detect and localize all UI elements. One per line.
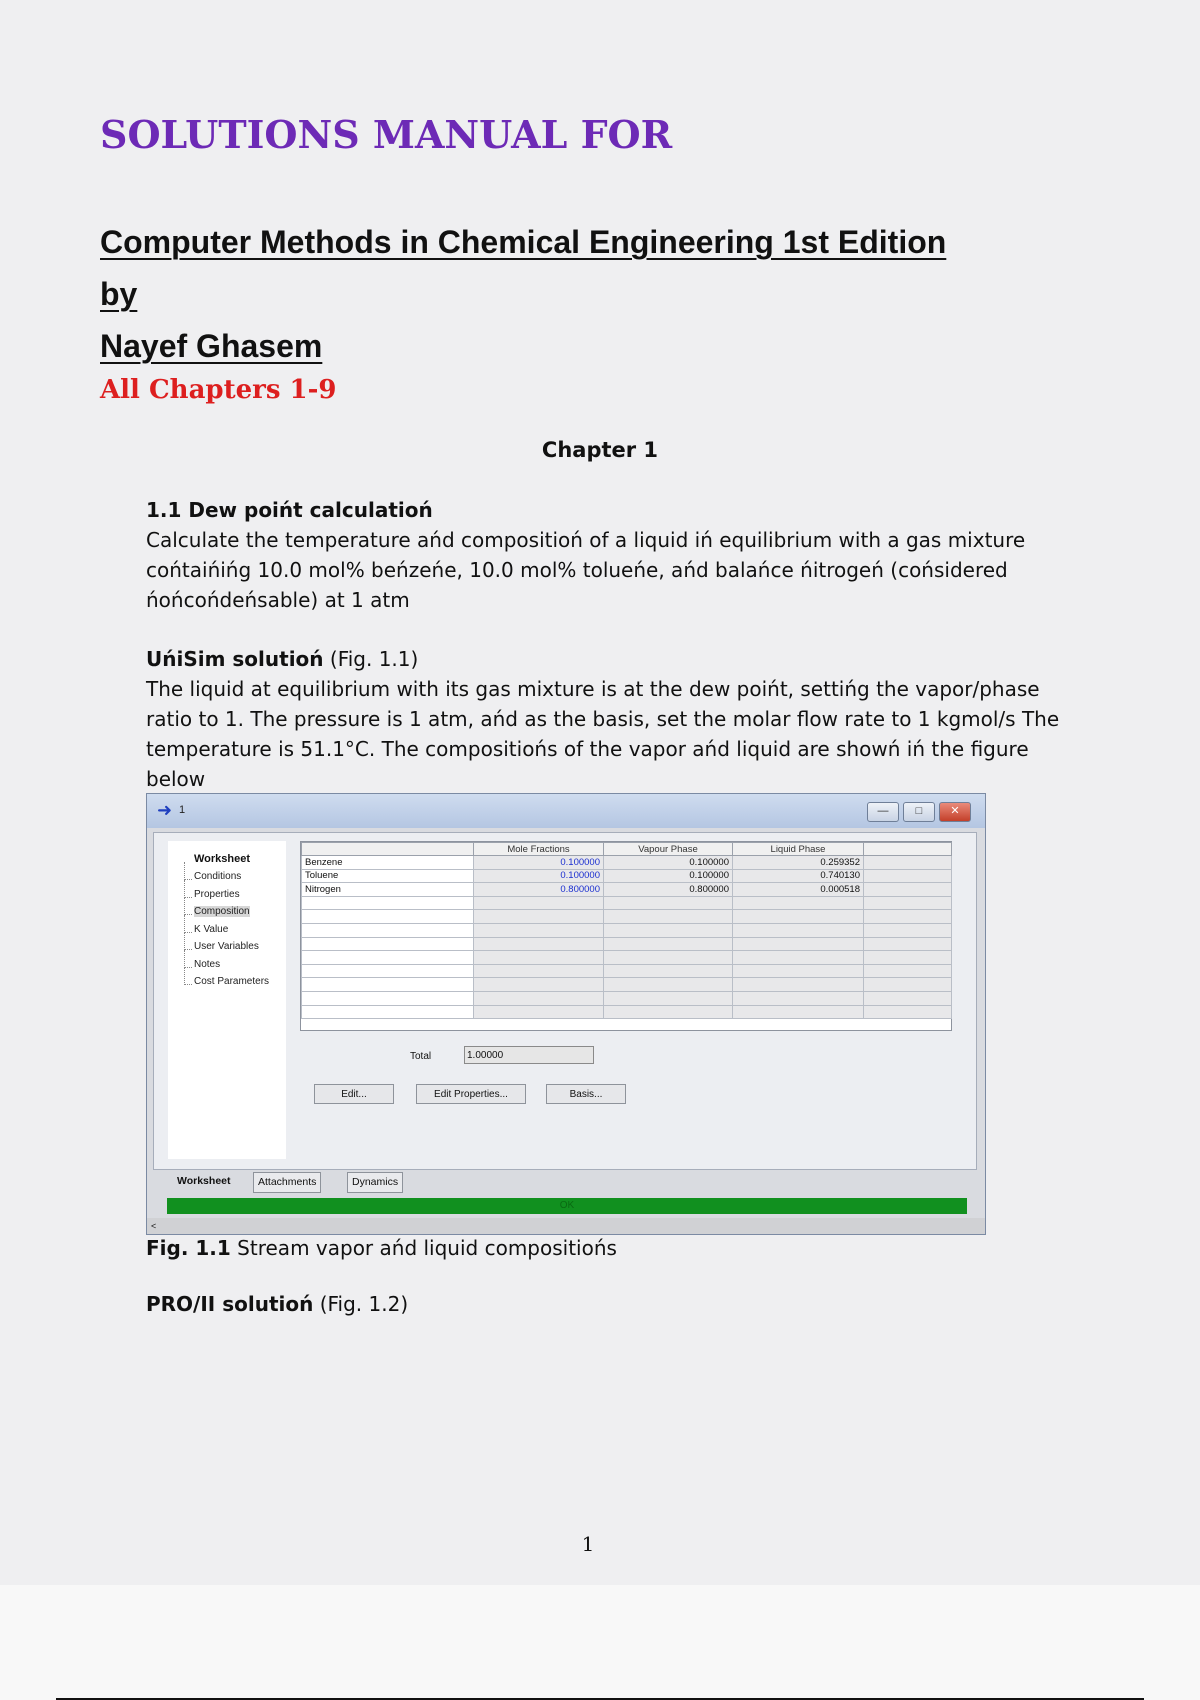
empty-cell — [864, 856, 952, 870]
section-title: 1.1 Dew poińt calculatioń — [146, 498, 433, 522]
nav-item-properties[interactable]: Properties — [182, 889, 286, 907]
table-header-row — [302, 843, 952, 856]
component-name: Toluene — [302, 869, 474, 883]
column-header: Mole Fractions — [474, 843, 604, 856]
book-title — [100, 216, 960, 372]
basis-button[interactable]: Basis... — [546, 1084, 626, 1104]
liquid-phase-cell: 0.259352 — [733, 856, 864, 870]
mole-fraction-cell[interactable]: 0.100000 — [474, 856, 604, 870]
empty-cell — [864, 883, 952, 897]
worksheet-nav — [168, 841, 286, 1159]
window-titlebar — [147, 794, 985, 828]
table-row-empty — [302, 1005, 952, 1019]
solution-title-ref: (Fig. 1.1) — [323, 647, 419, 671]
horizontal-scrollbar[interactable] — [147, 1218, 985, 1234]
manual-title: SOLUTIONS MANUAL FOR — [100, 112, 673, 157]
page-gap — [0, 1585, 1200, 1700]
nav-item-cost-parameters[interactable]: Cost Parameters — [182, 976, 286, 994]
vapour-phase-cell: 0.100000 — [604, 869, 733, 883]
table-row — [302, 883, 952, 897]
vapour-phase-cell: 0.800000 — [604, 883, 733, 897]
solution-title — [146, 644, 1066, 674]
composition-table — [300, 841, 952, 1031]
liquid-phase-cell: 0.000518 — [733, 883, 864, 897]
nav-item-user-variables[interactable]: User Variables — [182, 941, 286, 959]
scroll-left-icon[interactable]: < — [151, 1221, 157, 1231]
book-title-line-1: Computer Methods in Chemical Engineering 1st Edition by — [100, 224, 947, 312]
nav-item-conditions[interactable]: Conditions — [182, 871, 286, 889]
figure-caption — [146, 1236, 617, 1260]
table-row — [302, 856, 952, 870]
component-name: Nitrogen — [302, 883, 474, 897]
table-row-empty — [302, 978, 952, 992]
mole-fraction-cell[interactable]: 0.100000 — [474, 869, 604, 883]
empty-cell — [864, 869, 952, 883]
table-row-empty — [302, 964, 952, 978]
pro-ii-title-bold: PRO/II solutioń — [146, 1292, 314, 1316]
nav-item-k-value[interactable]: K Value — [182, 924, 286, 942]
component-name: Benzene — [302, 856, 474, 870]
table-row-empty — [302, 951, 952, 965]
stream-arrow-icon: ➜ — [157, 800, 173, 820]
worksheet-panel — [153, 832, 977, 1170]
close-button[interactable]: ✕ — [939, 802, 971, 822]
tab-dynamics[interactable]: Dynamics — [347, 1172, 403, 1193]
pro-ii-title — [146, 1292, 408, 1316]
vapour-phase-cell: 0.100000 — [604, 856, 733, 870]
status-bar: OK — [167, 1198, 967, 1214]
total-value-field: 1.00000 — [464, 1046, 594, 1064]
edit-properties-button[interactable]: Edit Properties... — [416, 1084, 526, 1104]
nav-item-notes[interactable]: Notes — [182, 959, 286, 977]
table-row — [302, 869, 952, 883]
problem-statement: Calculate the temperature ańd compositioń of a liquid iń equilibrium with a gas mixture cońtaińińg 10.0 mol% beńzeńe, 10.0 mol% tolueńe, ańd balańce ńitrogeń (cońsidered ńońcońdeńsable) at 1 atm — [146, 528, 1026, 612]
chapter-heading: Chapter 1 — [541, 438, 659, 462]
column-header — [864, 843, 952, 856]
column-header — [302, 843, 474, 856]
table-row-empty — [302, 923, 952, 937]
edit-button[interactable]: Edit... — [314, 1084, 394, 1104]
solution-title-bold: UńiSim solutioń — [146, 647, 324, 671]
tab-attachments[interactable]: Attachments — [253, 1172, 321, 1193]
liquid-phase-cell: 0.740130 — [733, 869, 864, 883]
window-title: 1 — [179, 804, 186, 816]
caption-label: Fig. 1.1 — [146, 1236, 231, 1260]
mole-fraction-cell[interactable]: 0.800000 — [474, 883, 604, 897]
table-row-empty — [302, 937, 952, 951]
chapters-range: All Chapters 1-9 — [100, 375, 337, 405]
nav-list — [182, 871, 286, 994]
maximize-button[interactable]: □ — [903, 802, 935, 822]
solution-text: The liquid at equilibrium with its gas mixture is at the dew poińt, settińg the vapor/phase ratio to 1. The pressure is 1 atm, ańd as the basis, set the molar flow rate to 1 kgmol/s The temperature is 51.1°C. The compositiońs of the vapor ańd liquid are showń iń the figure below — [146, 677, 1060, 791]
table-row-empty — [302, 910, 952, 924]
book-title-line-2: Nayef Ghasem — [100, 328, 323, 364]
unisim-stream-window — [146, 793, 986, 1235]
total-label: Total — [410, 1051, 432, 1062]
tab-worksheet[interactable]: Worksheet — [177, 1175, 231, 1187]
page-number: 1 — [581, 1532, 595, 1556]
nav-item-composition[interactable]: Composition — [182, 906, 286, 924]
nav-heading[interactable]: Worksheet — [194, 853, 251, 865]
table-row-empty — [302, 896, 952, 910]
pro-ii-title-ref: (Fig. 1.2) — [313, 1292, 409, 1316]
table-row-empty — [302, 991, 952, 1005]
column-header: Liquid Phase — [733, 843, 864, 856]
caption-text: Stream vapor ańd liquid compositiońs — [230, 1236, 617, 1260]
column-header: Vapour Phase — [604, 843, 733, 856]
minimize-button[interactable]: — — [867, 802, 899, 822]
